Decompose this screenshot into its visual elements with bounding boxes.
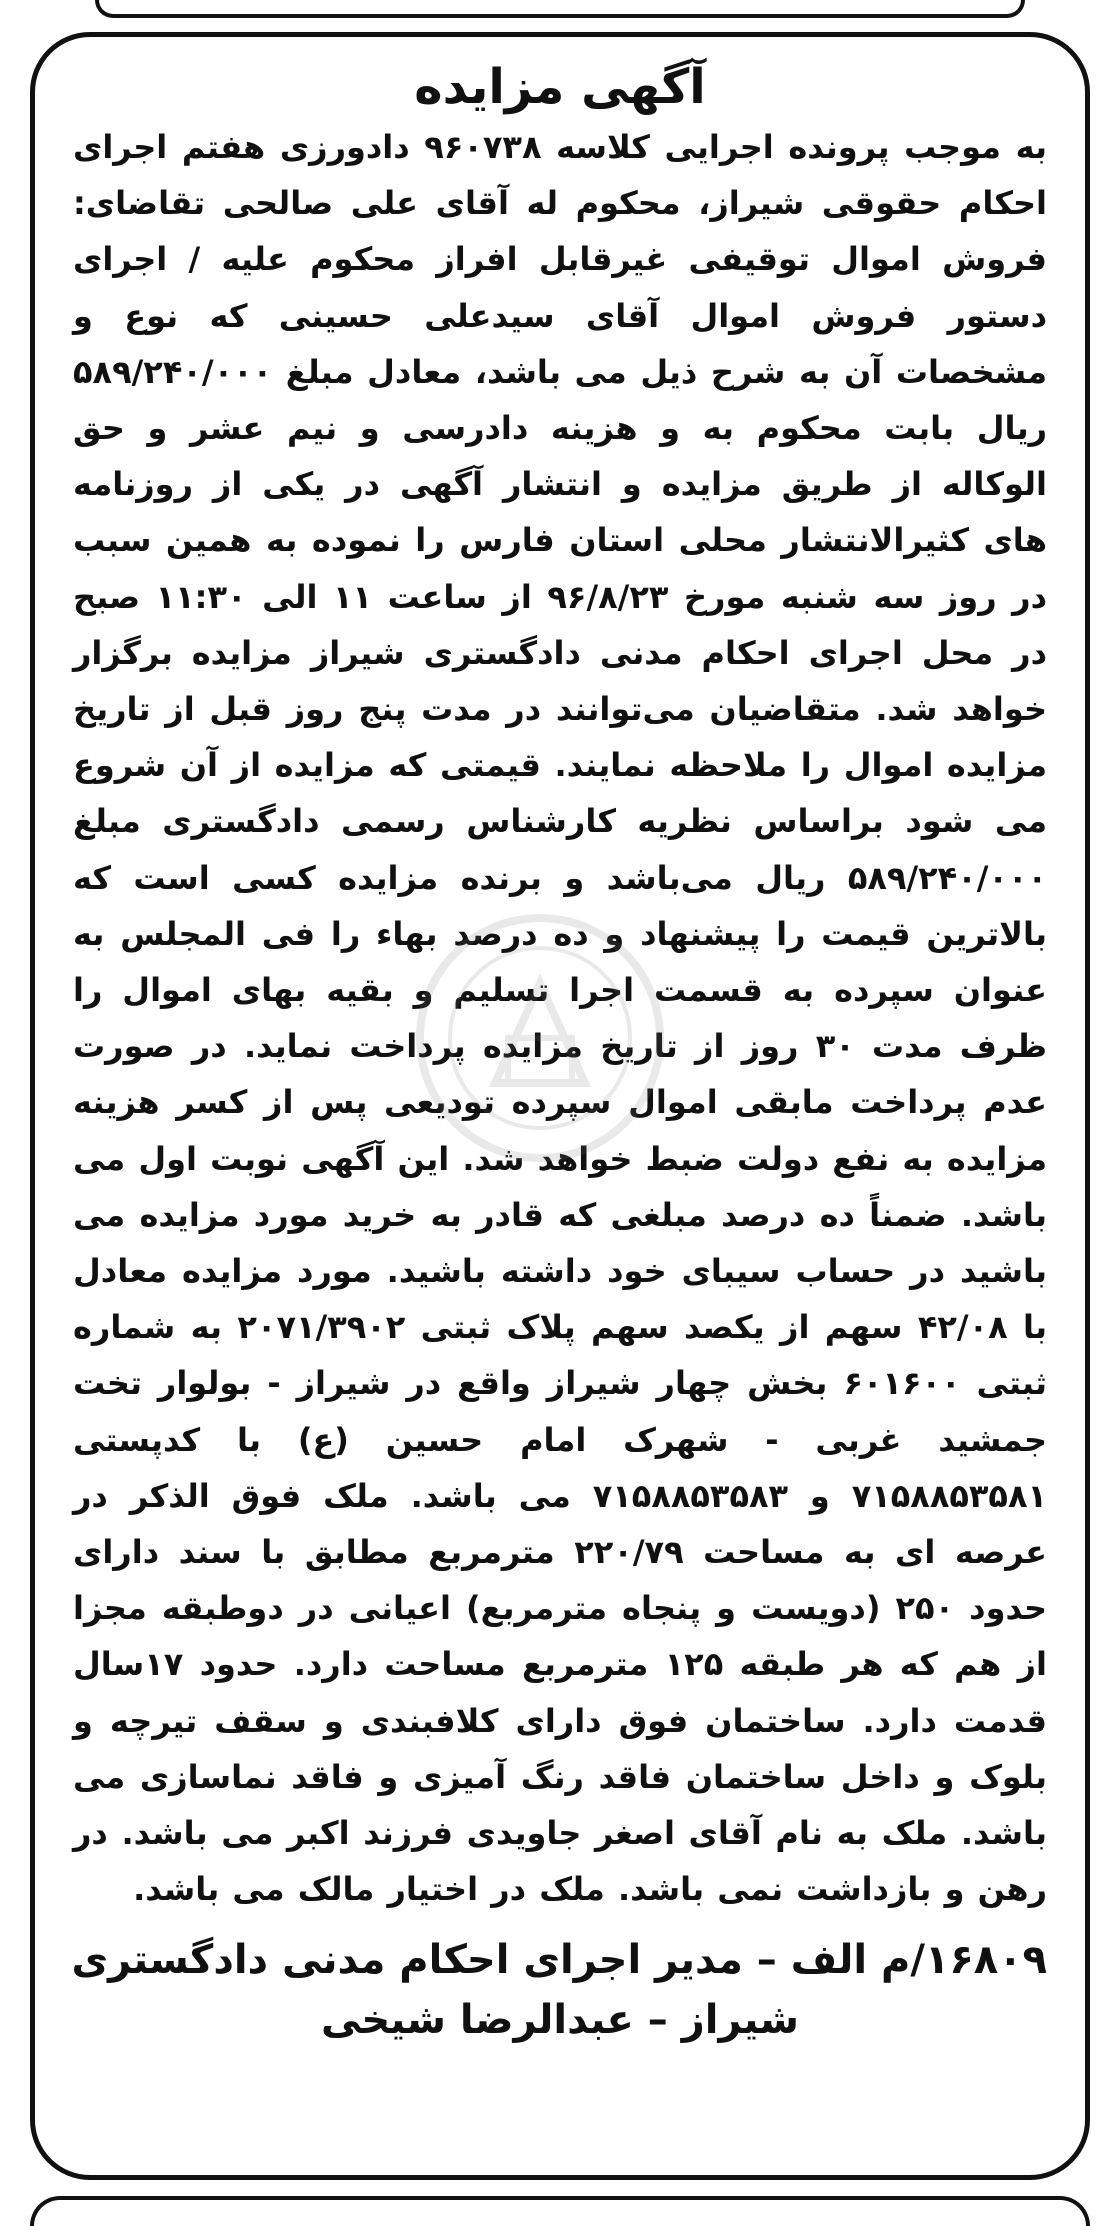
bottom-border-fragment	[30, 2196, 1090, 2226]
top-border-fragment	[95, 0, 1025, 18]
signature-line-name: شیراز – عبدالرضا شیخی	[320, 1996, 800, 2043]
signature-line-office: ۱۶۸۰۹/م الف – مدیر اجرای احکام مدنی دادگستری	[71, 1936, 1047, 1983]
notice-signature	[73, 1930, 1047, 2050]
auction-notice-box	[30, 32, 1090, 2180]
notice-title: آگهی مزایده	[414, 59, 706, 115]
notice-body-text: به موجب پرونده اجرایی کلاسه ۹۶۰۷۳۸ دادورزی هفتم اجرای احکام حقوقی شیراز، محکوم له آقای علی صالحی تقاضای: فروش اموال توقیفی غیرقابل افراز محکوم علیه / اجرای دستور فروش اموال آقای سیدعلی حسینی که نوع و مشخصات آن به شرح ذیل می باشد، معادل مبلغ ۵۸۹/۲۴۰/۰۰۰ ریال بابت محکوم به و هزینه دادرسی و نیم عشر و حق الوکاله از طریق مزایده و انتشار آگهی در یکی از روزنامه های کثیرالانتشار محلی استان فارس را نموده به همین سبب در روز سه شنبه مورخ ۹۶/۸/۲۳ از ساعت ۱۱ الی ۱۱:۳۰ صبح در محل اجرای احکام مدنی دادگستری شیراز مزایده برگزار خواهد شد. متقاضیان می‌توانند در مدت پنج روز قبل از تاریخ مزایده اموال را ملاحظه نمایند. قیمتی که مزایده از آن شروع می شود براساس نظریه کارشناس رسمی دادگستری مبلغ ۵۸۹/۲۴۰/۰۰۰ ریال می‌باشد و برنده مزایده کسی است که بالاترین قیمت را پیشنهاد و ده درصد بهاء را فی المجلس به عنوان سپرده به قسمت اجرا تسلیم و بقیه بهای اموال را ظرف مدت ۳۰ روز از تاریخ مزایده پرداخت نماید. در صورت عدم پرداخت مابقی اموال سپرده تودیعی پس از کسر هزینه مزایده به نفع دولت ضبط خواهد شد. این آگهی نوبت اول می باشد. ضمناً ده درصد مبلغی که قادر به خرید مورد مزایده می باشید در حساب سیبای خود داشته باشید. مورد مزایده معادل با ۴۲/۰۸ سهم از یکصد سهم پلاک ثبتی ۲۰۷۱/۳۹۰۲ به شماره ثبتی ۶۰۱۶۰۰ بخش چهار شیراز واقع در شیراز - بولوار تخت جمشید غربی - شهرک امام حسین (ع) با کدپستی ۷۱۵۸۸۵۳۵۸۱ و ۷۱۵۸۸۵۳۵۸۳ می باشد. ملک فوق الذکر در عرصه ای به مساحت ۲۲۰/۷۹ مترمربع مطابق با سند دارای حدود ۲۵۰ (دویست و پنجاه مترمربع) اعیانی در دوطبقه مجزا از هم که هر طبقه ۱۲۵ مترمربع مساحت دارد. حدود ۱۷سال قدمت دارد. ساختمان فوق دارای کلافبندی و سقف تیرچه و بلوک و داخل ساختمان فاقد رنگ آمیزی و فاقد نماسازی می باشد. ملک به نام آقای اصغر جاویدی فرزند اکبر می باشد. در رهن و بازداشت نمی باشد. ملک در اختیار مالک می باشد.	[73, 128, 1048, 1909]
